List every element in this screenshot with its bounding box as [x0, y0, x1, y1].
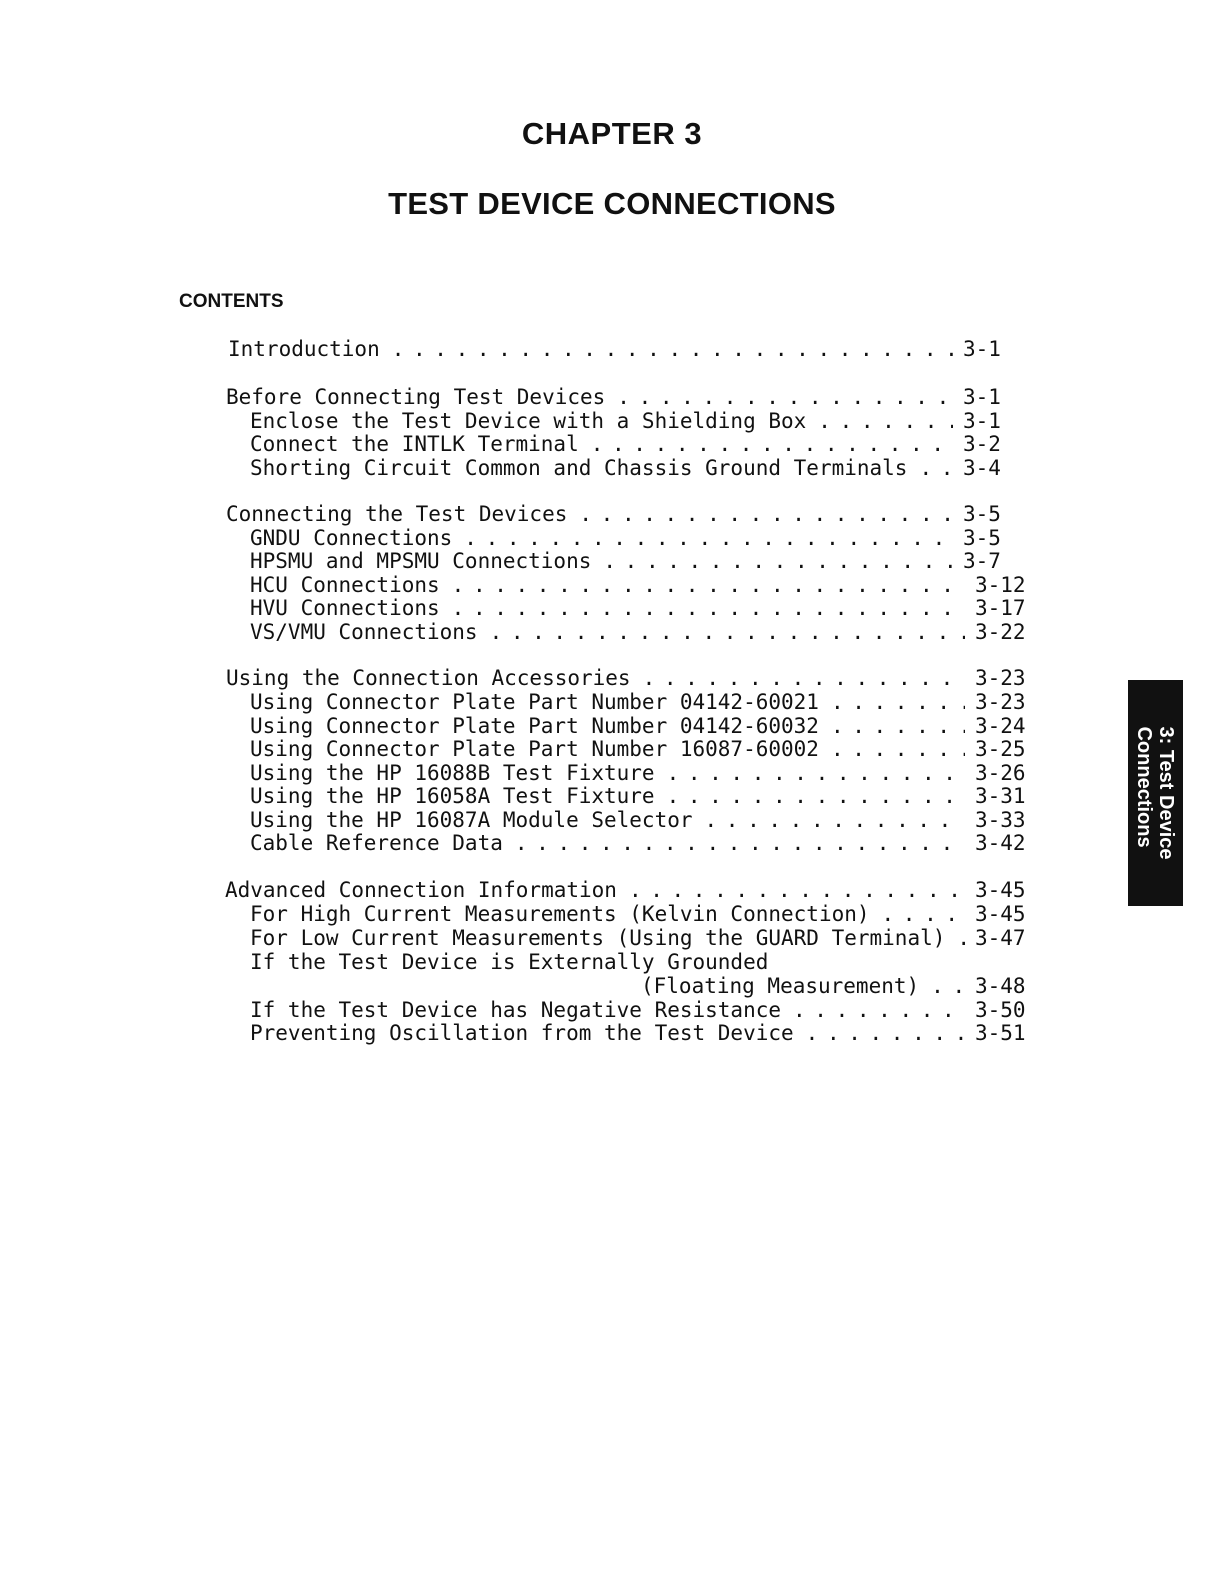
toc-dot-leader	[831, 690, 965, 714]
toc-entry-text: HVU Connections	[250, 596, 440, 620]
toc-page-number: 3-24	[975, 714, 1026, 738]
toc-dot-leader	[643, 666, 965, 690]
toc-dot-leader	[617, 385, 953, 409]
toc-dot-leader	[667, 784, 965, 808]
toc-entry-text: Connect the INTLK Terminal	[250, 432, 579, 456]
toc-dot-leader	[392, 337, 953, 361]
toc-entry-text: Using Connector Plate Part Number 04142-60032	[250, 714, 819, 738]
toc-entry-text: Advanced Connection Information	[225, 878, 617, 902]
toc-page-number: 3-31	[975, 784, 1026, 808]
toc-entry-text: Shorting Circuit Common and Chassis Ground Terminals	[250, 456, 908, 480]
chapter-side-tab[interactable]	[1128, 680, 1183, 906]
toc-dot-leader	[464, 526, 953, 550]
toc-dot-leader	[452, 573, 965, 597]
toc-entry-text: Before Connecting Test Devices	[226, 385, 606, 409]
toc-dot-leader	[919, 456, 953, 480]
toc-dot-leader	[591, 432, 953, 456]
toc-page-number: 3-2	[963, 432, 1001, 456]
toc-entry-connection-accessories[interactable]	[226, 666, 1025, 692]
toc-entry-intlk-terminal[interactable]	[250, 432, 1013, 458]
toc-page-number: 3-26	[975, 761, 1026, 785]
toc-entry-hp-16058a[interactable]	[250, 784, 1025, 810]
toc-dot-leader	[452, 596, 965, 620]
toc-entry-text: Using Connector Plate Part Number 04142-60021	[250, 690, 819, 714]
toc-page-number: 3-48	[975, 974, 1026, 998]
toc-dot-leader	[603, 549, 953, 573]
toc-page-number: 3-47	[975, 926, 1026, 950]
toc-entry-text: Using Connector Plate Part Number 16087-60002	[250, 737, 819, 761]
side-tab-label	[1133, 726, 1177, 859]
toc-entry-text: If the Test Device has Negative Resistance	[250, 998, 782, 1022]
toc-page-number: 3-25	[975, 737, 1026, 761]
toc-entry-text: Using the HP 16088B Test Fixture	[250, 761, 655, 785]
toc-entry-low-current[interactable]	[250, 926, 1025, 952]
toc-page-number: 3-22	[975, 620, 1026, 644]
toc-dot-leader	[579, 502, 953, 526]
side-tab-line-2: Connections	[1133, 726, 1155, 848]
toc-dot-leader	[793, 998, 965, 1022]
toc-entry-text: VS/VMU Connections	[250, 620, 478, 644]
toc-page-number: 3-5	[963, 526, 1001, 550]
toc-entry-shorting-circuit[interactable]	[250, 456, 1013, 482]
toc-page-number: 3-45	[975, 878, 1026, 902]
toc-dot-leader	[831, 714, 965, 738]
toc-page-number: 3-17	[975, 596, 1026, 620]
toc-page-number: 3-4	[963, 456, 1001, 480]
toc-entry-text: HCU Connections	[250, 573, 440, 597]
toc-entry-text: Preventing Oscillation from the Test Device	[250, 1021, 794, 1045]
chapter-title: TEST DEVICE CONNECTIONS	[388, 186, 836, 221]
toc-entry-high-current[interactable]	[250, 902, 1025, 928]
toc-dot-leader	[931, 974, 965, 998]
toc-dot-leader	[957, 926, 965, 950]
toc-entry-introduction[interactable]	[228, 337, 1013, 363]
toc-entry-externally-grounded[interactable]: If the Test Device is Externally Grounded	[250, 950, 769, 974]
toc-entry-text: For High Current Measurements (Kelvin Connection)	[250, 902, 870, 926]
toc-entry-connector-plate-04142-60021[interactable]	[250, 690, 1025, 716]
toc-entry-text: Using the Connection Accessories	[226, 666, 631, 690]
toc-dot-leader	[818, 409, 953, 433]
toc-entry-before-connecting[interactable]	[226, 385, 1013, 411]
toc-page-number: 3-42	[975, 831, 1026, 855]
toc-entry-vs-vmu[interactable]	[250, 620, 1025, 646]
toc-entry-text: Connecting the Test Devices	[226, 502, 568, 526]
toc-entry-cable-reference[interactable]	[250, 831, 1025, 857]
toc-page-number: 3-1	[963, 409, 1001, 433]
toc-dot-leader	[705, 808, 965, 832]
toc-page-number: 3-33	[975, 808, 1026, 832]
toc-entry-preventing-oscillation[interactable]	[250, 1021, 1025, 1047]
toc-entry-connector-plate-16087-60002[interactable]	[250, 737, 1025, 763]
toc-entry-text: Using the HP 16058A Test Fixture	[250, 784, 655, 808]
toc-page-number: 3-23	[975, 690, 1026, 714]
contents-heading: CONTENTS	[179, 291, 284, 312]
toc-dot-leader	[882, 902, 965, 926]
toc-page-number: 3-7	[963, 549, 1001, 573]
toc-page-number: 3-1	[963, 337, 1001, 361]
toc-entry-text: Introduction	[228, 337, 380, 361]
toc-dot-leader	[806, 1021, 965, 1045]
toc-entry-text: Enclose the Test Device with a Shielding Box	[250, 409, 807, 433]
toc-page-number: 3-23	[975, 666, 1026, 690]
toc-entry-hvu[interactable]	[250, 596, 1025, 622]
toc-entry-text: Cable Reference Data	[250, 831, 503, 855]
toc-entry-floating-measurement[interactable]	[641, 974, 1025, 1000]
toc-dot-leader	[490, 620, 965, 644]
toc-page-number: 3-50	[975, 998, 1026, 1022]
toc-entry-hpsmu-mpsmu[interactable]	[250, 549, 1013, 575]
toc-page-number: 3-51	[975, 1021, 1026, 1045]
side-tab-line-1: 3: Test Device	[1155, 726, 1177, 860]
toc-page-number: 3-5	[963, 502, 1001, 526]
toc-entry-text: (Floating Measurement)	[641, 974, 920, 998]
toc-entry-text: HPSMU and MPSMU Connections	[250, 549, 592, 573]
toc-entry-text: GNDU Connections	[250, 526, 453, 550]
toc-page-number: 3-12	[975, 573, 1026, 597]
toc-entry-connecting-devices[interactable]	[226, 502, 1013, 528]
toc-page-number: 3-1	[963, 385, 1001, 409]
chapter-number: CHAPTER 3	[521, 116, 703, 151]
toc-dot-leader	[831, 737, 965, 761]
toc-dot-leader	[515, 831, 965, 855]
toc-entry-text: Using the HP 16087A Module Selector	[250, 808, 693, 832]
toc-entry-advanced-connection[interactable]	[225, 878, 1025, 904]
toc-dot-leader	[667, 761, 965, 785]
toc-dot-leader	[629, 878, 965, 902]
toc-entry-text: For Low Current Measurements (Using the GUARD Terminal)	[250, 926, 946, 950]
toc-page-number: 3-45	[975, 902, 1026, 926]
